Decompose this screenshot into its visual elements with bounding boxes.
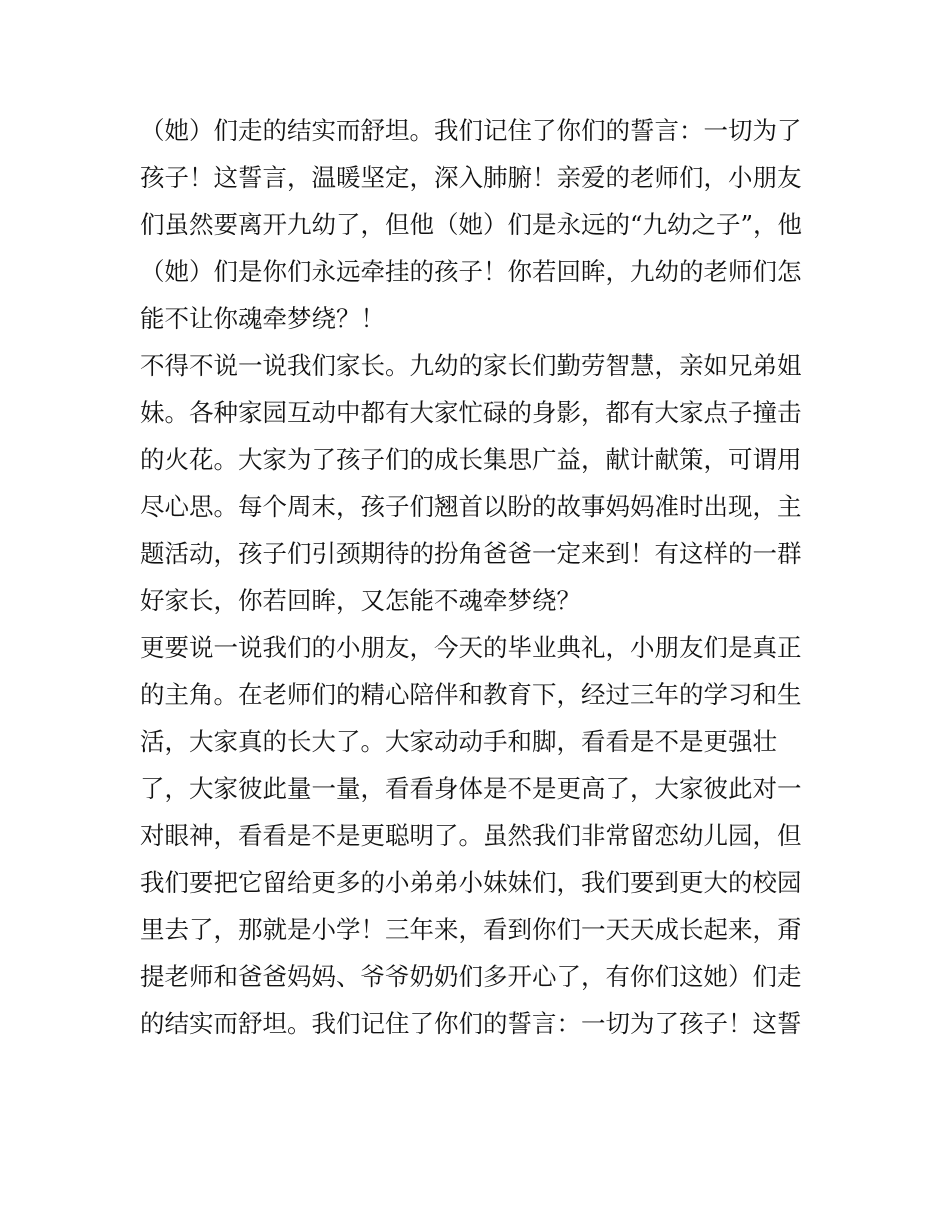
text-line: 我们要把它留给更多的小弟弟小妹妹们，我们要到更大的校园 bbox=[140, 868, 802, 897]
text-line: 妹。各种家园互动中都有大家忙碌的身影，都有大家点子撞击 bbox=[140, 398, 802, 427]
text-line: 了，大家彼此量一量，看看身体是不是更高了，大家彼此对一 bbox=[140, 774, 802, 803]
text-line: 更要说一说我们的小朋友，今天的毕业典礼，小朋友们是真正 bbox=[140, 633, 802, 662]
text-line: 们虽然要离开九幼了，但他（她）们是永远的“九幼之子”，他 bbox=[140, 210, 803, 239]
text-line: 的主角。在老师们的精心陪伴和教育下，经过三年的学习和生 bbox=[140, 680, 802, 709]
text-line: 里去了，那就是小学！三年来，看到你们一天天成长起来，甭 bbox=[140, 915, 802, 944]
text-line: 的结实而舒坦。我们记住了你们的誓言：一切为了孩子！这誓 bbox=[140, 1009, 802, 1038]
text-line: 能不让你魂牵梦绕？！ bbox=[140, 304, 385, 333]
text-line: 题活动，孩子们引颈期待的扮角爸爸一定来到！有这样的一群 bbox=[140, 539, 802, 568]
text-line: 提老师和爸爸妈妈、爷爷奶奶们多开心了，有你们这她）们走 bbox=[140, 962, 802, 991]
text-line: 不得不说一说我们家长。九幼的家长们勤劳智慧，亲如兄弟姐 bbox=[140, 351, 802, 380]
text-line: 尽心思。每个周末，孩子们翘首以盼的故事妈妈准时出现，主 bbox=[140, 492, 802, 521]
text-line: 好家长，你若回眸，又怎能不魂牵梦绕？ bbox=[140, 586, 581, 615]
body-text bbox=[140, 107, 820, 1047]
text-line: （她）们走的结实而舒坦。我们记住了你们的誓言：一切为了 bbox=[140, 116, 802, 145]
text-line: 活，大家真的长大了。大家动动手和脚，看看是不是更强壮 bbox=[140, 727, 777, 756]
text-line: 的火花。大家为了孩子们的成长集思广益，献计献策，可谓用 bbox=[140, 445, 802, 474]
text-line: （她）们是你们永远牵挂的孩子！你若回眸，九幼的老师们怎 bbox=[140, 257, 802, 286]
text-line: 对眼神，看看是不是更聪明了。虽然我们非常留恋幼儿园，但 bbox=[140, 821, 802, 850]
text-line: 孩子！这誓言，温暖坚定，深入肺腑！亲爱的老师们，小朋友 bbox=[140, 163, 802, 192]
